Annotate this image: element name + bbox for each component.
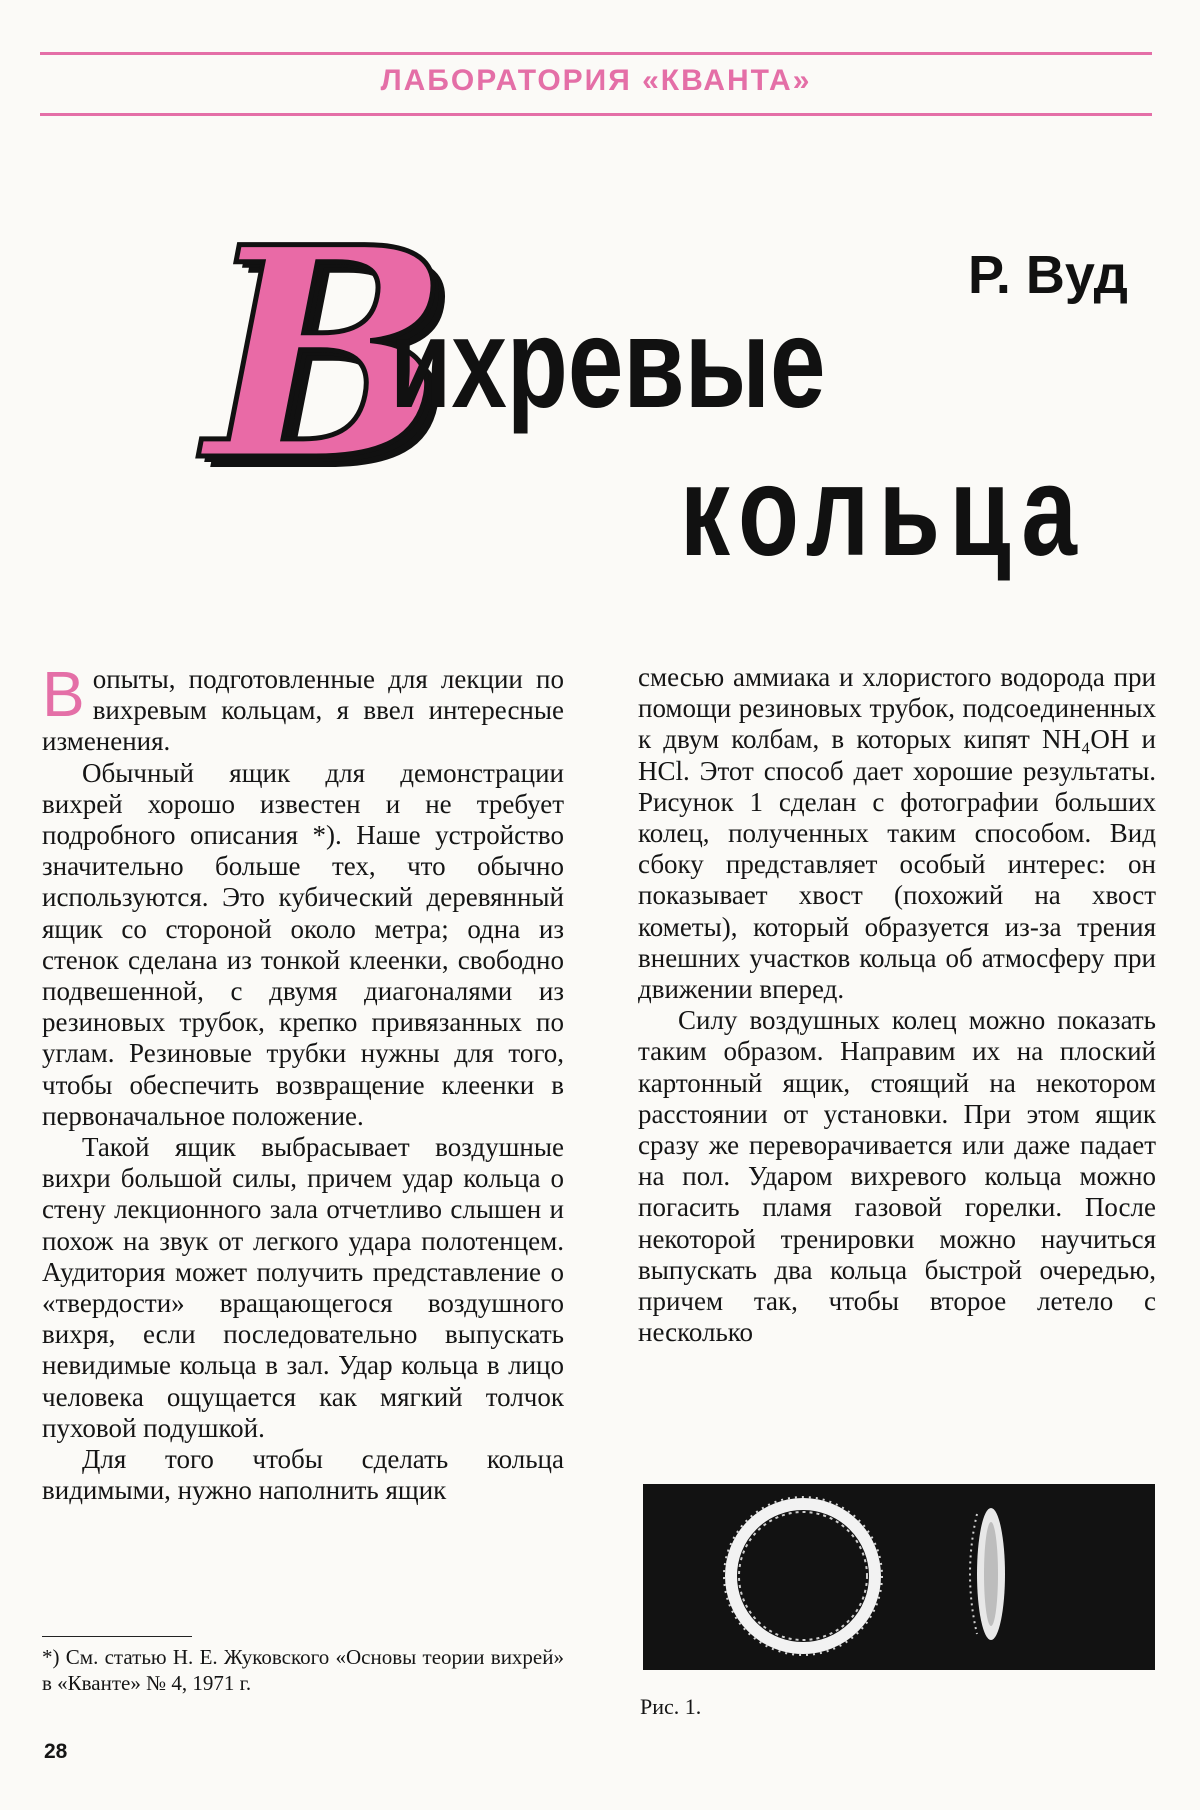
right-column bbox=[638, 662, 1156, 1348]
author-name: Р. Вуд bbox=[968, 245, 1128, 305]
header-rule-top bbox=[40, 52, 1152, 55]
section-label: ЛАБОРАТОРИЯ «КВАНТА» bbox=[380, 64, 812, 97]
paragraph: Силу воздушных колец можно показать таким образом. Направим их на плоский картонный ящик, стоящий на некотором расстоянии от установки. При этом ящик сразу же переворачивается или даже падает на пол. Ударом вихревого кольца можно погасить пламя газовой горелки. После некоторой тренировки можно научиться выпускать два кольца быстрой очередью, причем так, чтобы второе летело с несколько bbox=[638, 1005, 1156, 1348]
title-line-2: кольца bbox=[680, 440, 1087, 583]
footnote-rule bbox=[42, 1636, 192, 1637]
paragraph: Обычный ящик для демонстрации вихрей хорошо известен и не требует подробного описания *). Наше устройство значительно больше тех, что обычно используются. Это кубический деревянный ящик со стороной около метра; одна из стенок сделана из тонкой клеенки, свободно подвешенной, с двумя диагоналями из резиновых трубок, крепко привязанных по углам. Резиновые трубки нужны для того, чтобы обеспечить возвращение клеенки в первоначальное положение. bbox=[42, 757, 564, 1131]
figure-caption: Рис. 1. bbox=[640, 1694, 702, 1719]
title-initial: В bbox=[205, 185, 451, 525]
paragraph: Такой ящик выбрасывает воздушные вихри большой силы, причем удар кольца о стену лекционного зала отчетливо слышен и похож на звук от легкого удара полотенцем. Аудитория может получить представление о «твердости» вращающегося воздушного вихря, если последовательно выпускать невидимые кольца в зал. Удар кольца в лицо человека ощущается как мягкий толчок пуховой подушкой. bbox=[42, 1132, 564, 1443]
paragraph: Для того чтобы сделать кольца видимыми, нужно наполнить ящик bbox=[42, 1444, 564, 1506]
vortex-rings-image bbox=[643, 1484, 1155, 1670]
page-number: 28 bbox=[44, 1740, 68, 1763]
header-rule-bottom bbox=[40, 113, 1152, 116]
footnote: *) См. статью Н. Е. Жуковского «Основы теории вихрей» в «Кванте» № 4, 1971 г. bbox=[42, 1645, 564, 1695]
ring-tail bbox=[970, 1514, 977, 1634]
paragraph-text: опыты, подготовленные для лекции по вихревым кольцам, я ввел интересные изменения. bbox=[42, 664, 564, 757]
paragraph bbox=[42, 658, 564, 758]
dropcap: В bbox=[42, 658, 85, 730]
figure-vortex-rings bbox=[643, 1484, 1155, 1670]
paragraph: смесью аммиака и хлористого водорода при помощи резиновых трубок, подсоединенных к двум колбам, в которых кипят NH₄OH и HCl. Этот способ дает хорошие результаты. Рисунок 1 сделан с фотографии больших колец, полученных таким способом. Вид сбоку представляет особый интерес: он показывает хвост (похожий на хвост кометы), который образуется из-за трения внешних участков кольца об атмосферу при движении вперед. bbox=[638, 662, 1156, 1005]
ring-front-view bbox=[731, 1504, 875, 1648]
left-column bbox=[42, 658, 564, 1506]
title-line-1: ихревые bbox=[390, 292, 826, 435]
